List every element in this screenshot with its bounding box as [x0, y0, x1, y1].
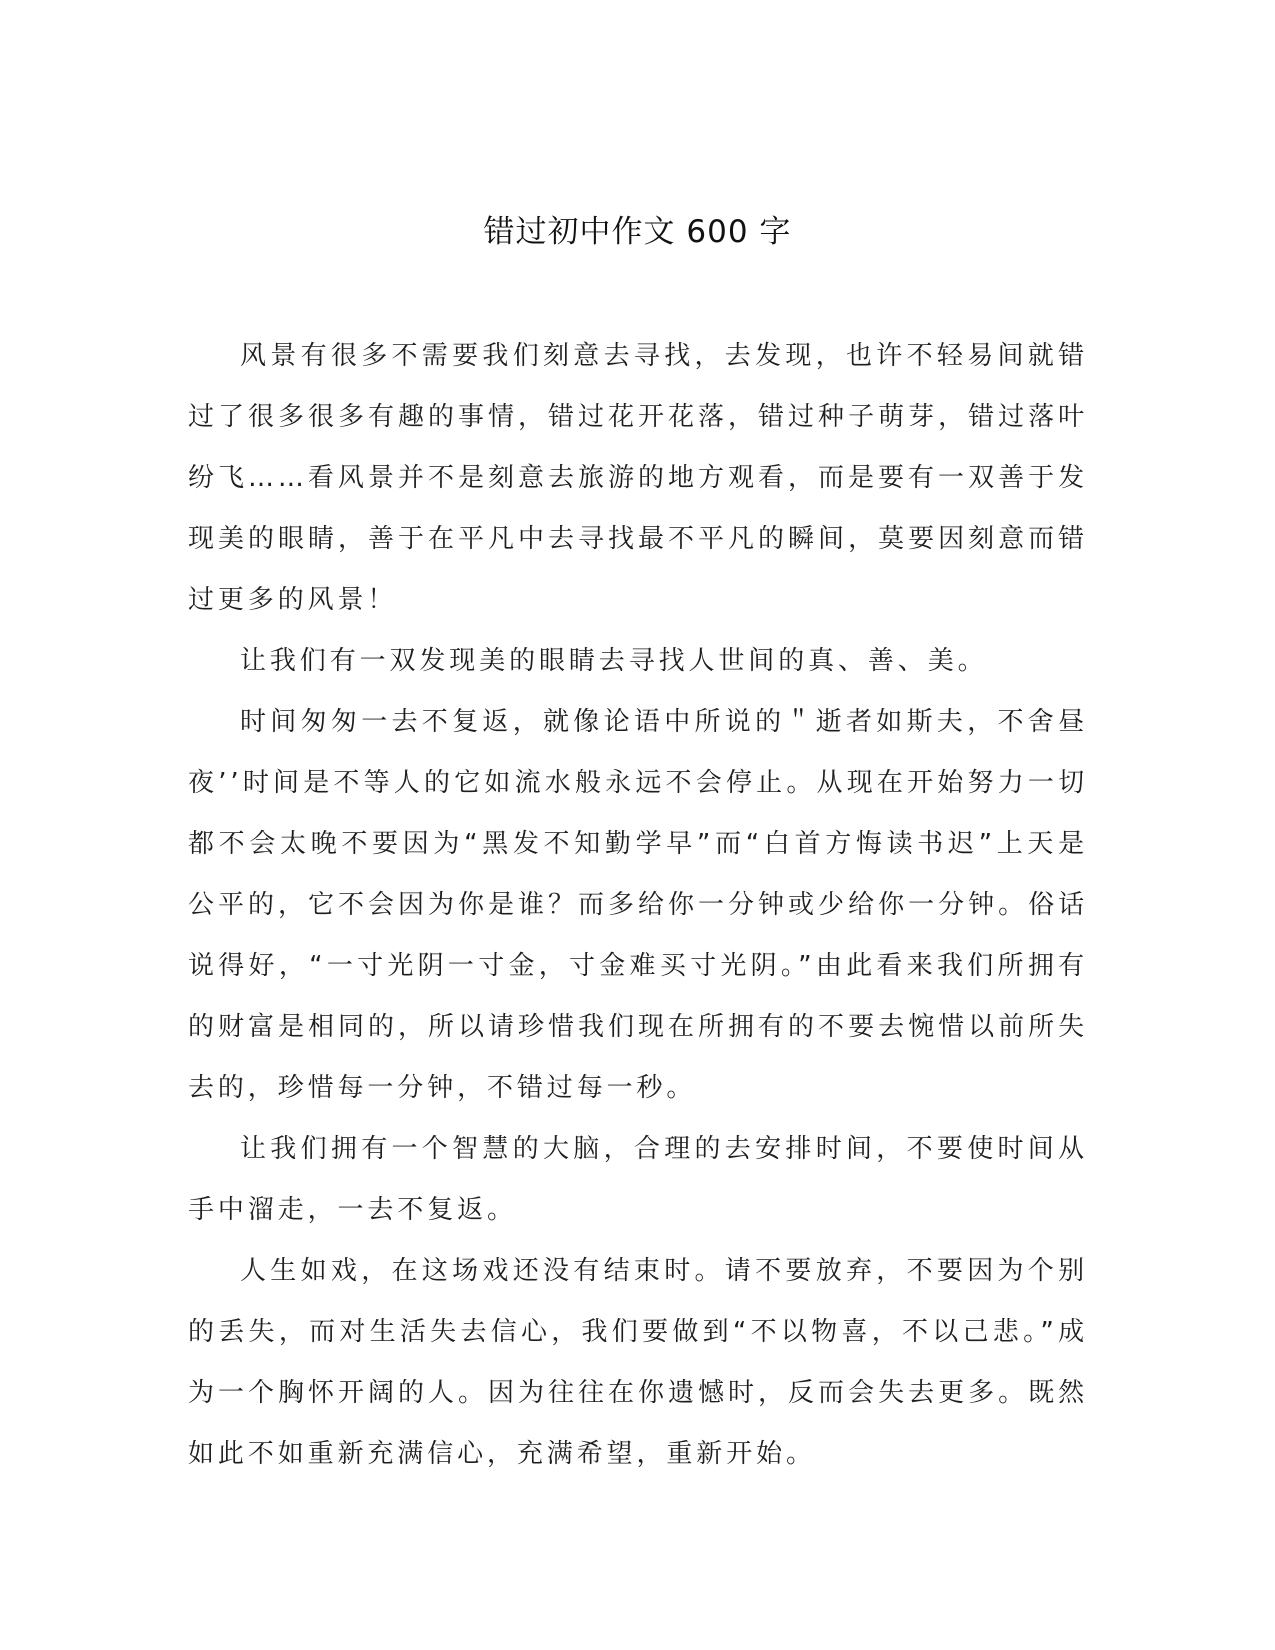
- document-title: 错过初中作文 600 字: [483, 214, 792, 250]
- paragraph-5: 人生如戏，在这场戏还没有结束时。请不要放弃，不要因为个别的丢失，而对生活失去信心，我们要做到“不以物喜，不以己悲。”成为一个胸怀开阔的人。因为往往在你遗憾时，反而会失去更多。既然如此不如重新充满信心，充满希望，重新开始。: [188, 1256, 1088, 1469]
- paragraph-3: 时间匆匆一去不复返，就像论语中所说的＂逝者如斯夫，不舍昼夜’’时间是不等人的它如流水般永远不会停止。从现在开始努力一切都不会太晚不要因为“黑发不知勤学早”而“白首方悔读书迟”上天是公平的，它不会因为你是谁？而多给你一分钟或少给你一分钟。俗话说得好，“一寸光阴一寸金，寸金难买寸光阴。”由此看来我们所拥有的财富是相同的，所以请珍惜我们现在所拥有的不要去惋惜以前所失去的，珍惜每一分钟，不错过每一秒。: [188, 707, 1088, 1103]
- paragraph-2: 让我们有一双发现美的眼睛去寻找人世间的真、善、美。: [240, 646, 988, 676]
- document-body: [188, 326, 1088, 1485]
- paragraph-1: 风景有很多不需要我们刻意去寻找，去发现，也许不轻易间就错过了很多很多有趣的事情，错过花开花落，错过种子萌芽，错过落叶纷飞……看风景并不是刻意去旅游的地方观看，而是要有一双善于发现美的眼睛，善于在平凡中去寻找最不平凡的瞬间，莫要因刻意而错过更多的风景！: [188, 341, 1088, 615]
- paragraph-4: 让我们拥有一个智慧的大脑，合理的去安排时间，不要使时间从手中溜走，一去不复返。: [188, 1134, 1088, 1225]
